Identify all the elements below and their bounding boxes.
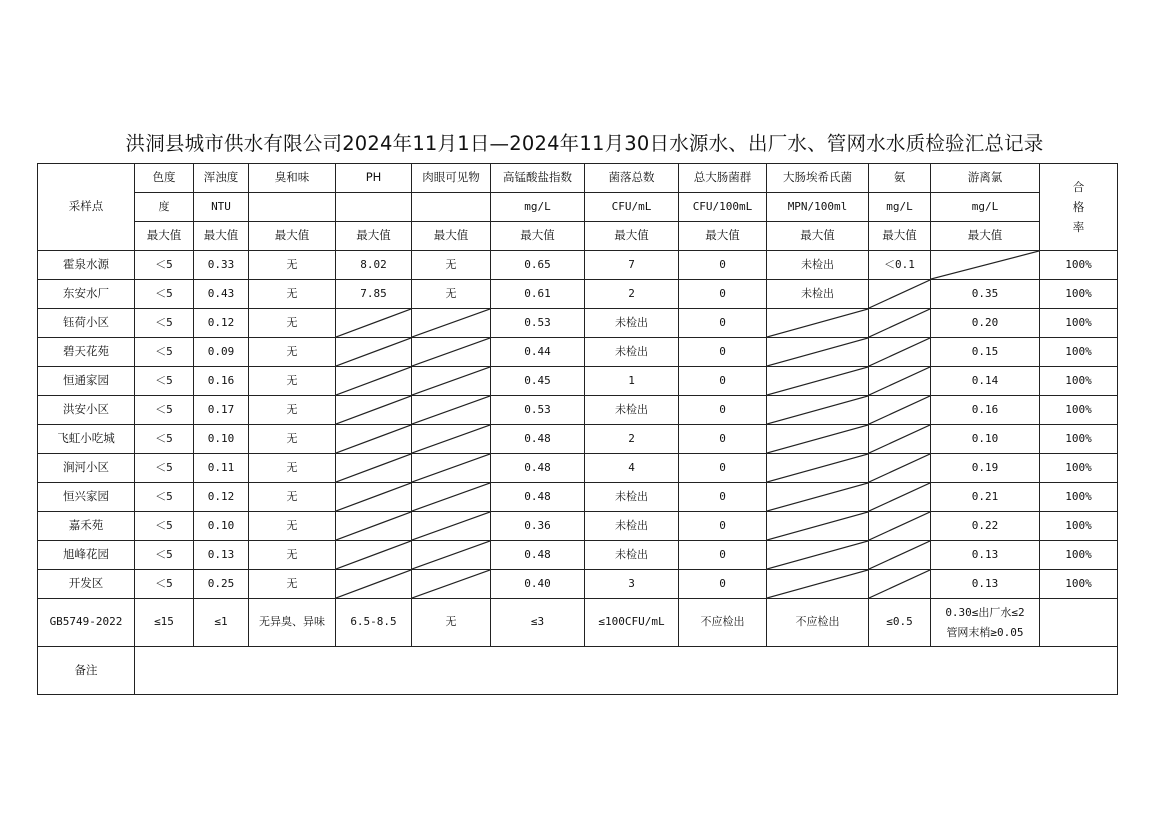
standard-pass-rate — [1040, 599, 1118, 647]
param-unit — [336, 193, 412, 222]
param-stat: 最大值 — [767, 222, 869, 251]
sample-site: 旭峰花园 — [38, 541, 135, 570]
standard-limit: 不应检出 — [679, 599, 767, 647]
standard-limit: 无异臭、异味 — [249, 599, 336, 647]
param-stat: 最大值 — [135, 222, 194, 251]
measure-value: 0.11 — [194, 454, 249, 483]
sample-site: 洪安小区 — [38, 396, 135, 425]
measure-value: 0 — [679, 338, 767, 367]
standard-limit: ≤100CFU/mL — [585, 599, 679, 647]
measure-value: 0.10 — [931, 425, 1040, 454]
pass-rate-header: 合 格 率 — [1040, 164, 1118, 251]
standard-limit: ≤1 — [194, 599, 249, 647]
measure-value: ＜5 — [135, 454, 194, 483]
measure-value: 无 — [249, 541, 336, 570]
table-row — [38, 570, 1118, 599]
not-applicable-cell — [412, 512, 491, 541]
measure-value: 无 — [412, 251, 491, 280]
standard-limit: 不应检出 — [767, 599, 869, 647]
measure-value: 0.44 — [491, 338, 585, 367]
measure-value: 0.13 — [931, 541, 1040, 570]
not-applicable-cell — [869, 483, 931, 512]
param-name: 总大肠菌群 — [679, 164, 767, 193]
measure-value: 7 — [585, 251, 679, 280]
param-name: 色度 — [135, 164, 194, 193]
measure-value: 无 — [249, 251, 336, 280]
param-unit: NTU — [194, 193, 249, 222]
param-stat: 最大值 — [931, 222, 1040, 251]
measure-value: ＜5 — [135, 396, 194, 425]
not-applicable-cell — [412, 396, 491, 425]
standard-limit: ≤15 — [135, 599, 194, 647]
not-applicable-cell — [336, 483, 412, 512]
not-applicable-cell — [412, 338, 491, 367]
not-applicable-cell — [869, 425, 931, 454]
not-applicable-cell — [336, 425, 412, 454]
table-row — [38, 541, 1118, 570]
param-stat: 最大值 — [249, 222, 336, 251]
param-stat: 最大值 — [336, 222, 412, 251]
water-quality-table — [37, 163, 1118, 695]
measure-value: 2 — [585, 280, 679, 309]
measure-value: 0.09 — [194, 338, 249, 367]
measure-value: 1 — [585, 367, 679, 396]
not-applicable-cell — [869, 280, 931, 309]
measure-value: 0.21 — [931, 483, 1040, 512]
sample-site: 东安水厂 — [38, 280, 135, 309]
standard-limit: ≤0.5 — [869, 599, 931, 647]
sample-site: 霍泉水源 — [38, 251, 135, 280]
measure-value: 0.61 — [491, 280, 585, 309]
not-applicable-cell — [412, 483, 491, 512]
table-row — [38, 251, 1118, 280]
param-unit: mg/L — [931, 193, 1040, 222]
param-name: 高锰酸盐指数 — [491, 164, 585, 193]
sample-site: 钰荷小区 — [38, 309, 135, 338]
not-applicable-cell — [869, 396, 931, 425]
measure-value: 0.13 — [194, 541, 249, 570]
not-applicable-cell — [767, 367, 869, 396]
measure-value: ＜5 — [135, 251, 194, 280]
not-applicable-cell — [869, 570, 931, 599]
measure-value: 0.48 — [491, 541, 585, 570]
param-unit: 度 — [135, 193, 194, 222]
pass-rate-value: 100% — [1040, 425, 1118, 454]
not-applicable-cell — [412, 367, 491, 396]
param-stat: 最大值 — [412, 222, 491, 251]
not-applicable-cell — [412, 454, 491, 483]
measure-value: 0 — [679, 541, 767, 570]
param-name: 臭和味 — [249, 164, 336, 193]
sample-point-header: 采样点 — [38, 164, 135, 251]
not-applicable-cell — [336, 570, 412, 599]
measure-value: 0.19 — [931, 454, 1040, 483]
measure-value: 0.53 — [491, 396, 585, 425]
table-row — [38, 309, 1118, 338]
measure-value: 7.85 — [336, 280, 412, 309]
measure-value: ＜5 — [135, 367, 194, 396]
not-applicable-cell — [336, 512, 412, 541]
measure-value: ＜5 — [135, 425, 194, 454]
not-applicable-cell — [767, 512, 869, 541]
measure-value: 0.48 — [491, 483, 585, 512]
measure-value: 0 — [679, 483, 767, 512]
measure-value: 未检出 — [585, 483, 679, 512]
pass-rate-value: 100% — [1040, 541, 1118, 570]
measure-value: 0.25 — [194, 570, 249, 599]
param-unit: mg/L — [869, 193, 931, 222]
measure-value: 0 — [679, 425, 767, 454]
not-applicable-cell — [869, 541, 931, 570]
measure-value: 0.65 — [491, 251, 585, 280]
sample-site: 开发区 — [38, 570, 135, 599]
pass-rate-value: 100% — [1040, 570, 1118, 599]
sample-site: 涧河小区 — [38, 454, 135, 483]
not-applicable-cell — [412, 309, 491, 338]
measure-value: 0 — [679, 367, 767, 396]
param-name: 菌落总数 — [585, 164, 679, 193]
measure-value: 0.16 — [931, 396, 1040, 425]
measure-value: 0.43 — [194, 280, 249, 309]
not-applicable-cell — [336, 309, 412, 338]
not-applicable-cell — [767, 338, 869, 367]
param-stat: 最大值 — [491, 222, 585, 251]
standard-limit: 无 — [412, 599, 491, 647]
param-unit: CFU/100mL — [679, 193, 767, 222]
measure-value: 0 — [679, 454, 767, 483]
not-applicable-cell — [869, 454, 931, 483]
measure-value: 8.02 — [336, 251, 412, 280]
measure-value: 无 — [412, 280, 491, 309]
measure-value: 0.48 — [491, 454, 585, 483]
measure-value: 无 — [249, 309, 336, 338]
measure-value: 0.22 — [931, 512, 1040, 541]
table-row — [38, 338, 1118, 367]
not-applicable-cell — [869, 367, 931, 396]
measure-value: ＜5 — [135, 512, 194, 541]
not-applicable-cell — [336, 367, 412, 396]
pass-rate-value: 100% — [1040, 338, 1118, 367]
chlorine-network-limit: 管网末梢≥0.05 — [946, 625, 1024, 639]
measure-value: 0.40 — [491, 570, 585, 599]
measure-value: 0.35 — [931, 280, 1040, 309]
remarks-value — [135, 647, 1118, 695]
measure-value: 0 — [679, 251, 767, 280]
measure-value: 0.12 — [194, 483, 249, 512]
pass-rate-value: 100% — [1040, 367, 1118, 396]
param-name: 浑浊度 — [194, 164, 249, 193]
param-unit — [249, 193, 336, 222]
param-stat: 最大值 — [869, 222, 931, 251]
measure-value: 无 — [249, 367, 336, 396]
sample-site: 恒兴家园 — [38, 483, 135, 512]
measure-value: 0.16 — [194, 367, 249, 396]
not-applicable-cell — [767, 541, 869, 570]
measure-value: ＜5 — [135, 541, 194, 570]
measure-value: 未检出 — [585, 541, 679, 570]
not-applicable-cell — [412, 570, 491, 599]
standard-row — [38, 599, 1118, 647]
measure-value: ＜5 — [135, 483, 194, 512]
document-title: 洪洞县城市供水有限公司2024年11月1日—2024年11月30日水源水、出厂水、管网水水质检验汇总记录 — [125, 132, 1044, 155]
measure-value: ＜5 — [135, 338, 194, 367]
measure-value: 0.12 — [194, 309, 249, 338]
param-unit — [412, 193, 491, 222]
not-applicable-cell — [412, 425, 491, 454]
not-applicable-cell — [412, 541, 491, 570]
chlorine-plant-limit: 0.30≤出厂水≤2 — [945, 605, 1025, 619]
not-applicable-cell — [869, 309, 931, 338]
table-row — [38, 396, 1118, 425]
param-stat: 最大值 — [194, 222, 249, 251]
not-applicable-cell — [869, 512, 931, 541]
measure-value: 0.36 — [491, 512, 585, 541]
measure-value: 0.15 — [931, 338, 1040, 367]
measure-value: 未检出 — [767, 280, 869, 309]
param-unit: MPN/100ml — [767, 193, 869, 222]
pass-rate-value: 100% — [1040, 251, 1118, 280]
measure-value: 4 — [585, 454, 679, 483]
measure-value: 未检出 — [585, 338, 679, 367]
not-applicable-cell — [869, 338, 931, 367]
measure-value: 未检出 — [585, 309, 679, 338]
not-applicable-cell — [767, 425, 869, 454]
table-row — [38, 425, 1118, 454]
remarks-row — [38, 647, 1118, 695]
measure-value: ＜5 — [135, 570, 194, 599]
not-applicable-cell — [767, 309, 869, 338]
sample-site: 恒通家园 — [38, 367, 135, 396]
measure-value: 无 — [249, 512, 336, 541]
not-applicable-cell — [767, 570, 869, 599]
sample-site: 飞虹小吃城 — [38, 425, 135, 454]
measure-value: 0.10 — [194, 512, 249, 541]
measure-value: 无 — [249, 425, 336, 454]
measure-value: 0 — [679, 280, 767, 309]
not-applicable-cell — [336, 338, 412, 367]
pass-rate-value: 100% — [1040, 454, 1118, 483]
not-applicable-cell — [767, 396, 869, 425]
param-unit: CFU/mL — [585, 193, 679, 222]
measure-value: 无 — [249, 338, 336, 367]
not-applicable-cell — [336, 454, 412, 483]
param-name: 大肠埃希氏菌 — [767, 164, 869, 193]
not-applicable-cell — [336, 396, 412, 425]
not-applicable-cell — [931, 251, 1040, 280]
measure-value: 0.14 — [931, 367, 1040, 396]
param-name: PH — [336, 164, 412, 193]
table-row — [38, 454, 1118, 483]
measure-value: ＜0.1 — [869, 251, 931, 280]
sample-site: 碧天花苑 — [38, 338, 135, 367]
param-name: 游离氯 — [931, 164, 1040, 193]
pass-rate-value: 100% — [1040, 309, 1118, 338]
measure-value: 未检出 — [585, 396, 679, 425]
param-unit: mg/L — [491, 193, 585, 222]
table-row — [38, 367, 1118, 396]
measure-value: 未检出 — [767, 251, 869, 280]
pass-rate-value: 100% — [1040, 512, 1118, 541]
param-name: 氨 — [869, 164, 931, 193]
measure-value: 0.13 — [931, 570, 1040, 599]
pass-rate-value: 100% — [1040, 396, 1118, 425]
remarks-label: 备注 — [38, 647, 135, 695]
pass-rate-value: 100% — [1040, 483, 1118, 512]
not-applicable-cell — [767, 483, 869, 512]
measure-value: 0.53 — [491, 309, 585, 338]
measure-value: 0 — [679, 570, 767, 599]
pass-rate-value: 100% — [1040, 280, 1118, 309]
measure-value: 无 — [249, 570, 336, 599]
not-applicable-cell — [336, 541, 412, 570]
sample-site: 嘉禾苑 — [38, 512, 135, 541]
not-applicable-cell — [767, 454, 869, 483]
measure-value: 0.48 — [491, 425, 585, 454]
measure-value: 0.45 — [491, 367, 585, 396]
measure-value: 0.10 — [194, 425, 249, 454]
table-row — [38, 483, 1118, 512]
measure-value: ＜5 — [135, 280, 194, 309]
param-name: 肉眼可见物 — [412, 164, 491, 193]
measure-value: 无 — [249, 454, 336, 483]
param-stat: 最大值 — [585, 222, 679, 251]
param-stat: 最大值 — [679, 222, 767, 251]
measure-value: 2 — [585, 425, 679, 454]
table-row — [38, 280, 1118, 309]
measure-value: 0 — [679, 396, 767, 425]
measure-value: ＜5 — [135, 309, 194, 338]
table-row — [38, 512, 1118, 541]
standard-limit: ≤3 — [491, 599, 585, 647]
measure-value: 0 — [679, 309, 767, 338]
measure-value: 3 — [585, 570, 679, 599]
standard-limit: 6.5-8.5 — [336, 599, 412, 647]
measure-value: 0.20 — [931, 309, 1040, 338]
chlorine-standard — [931, 599, 1040, 647]
measure-value: 无 — [249, 483, 336, 512]
standard-name: GB5749-2022 — [38, 599, 135, 647]
measure-value: 0.17 — [194, 396, 249, 425]
measure-value: 未检出 — [585, 512, 679, 541]
measure-value: 0.33 — [194, 251, 249, 280]
measure-value: 无 — [249, 280, 336, 309]
measure-value: 无 — [249, 396, 336, 425]
measure-value: 0 — [679, 512, 767, 541]
